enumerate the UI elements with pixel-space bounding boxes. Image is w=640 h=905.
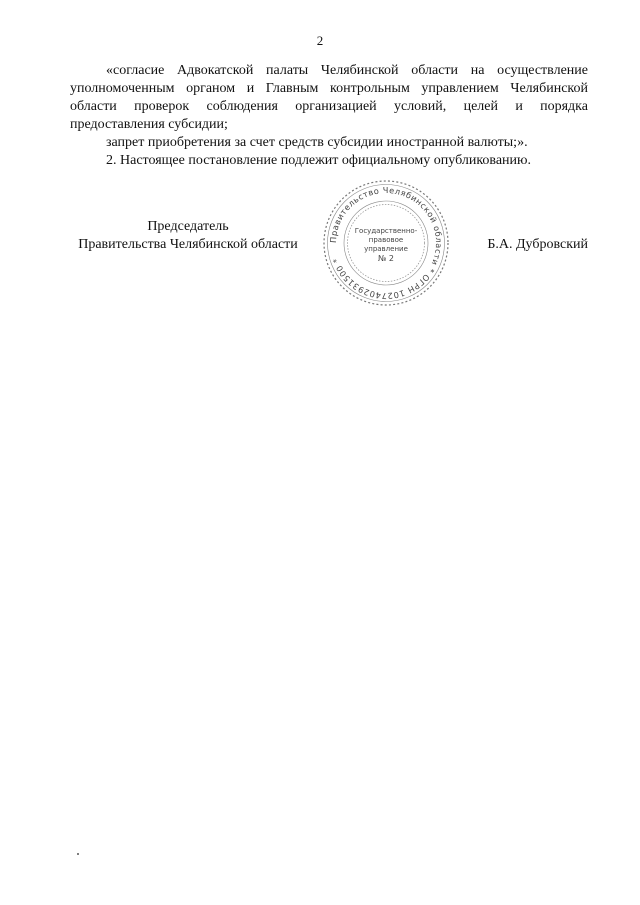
signature-block bbox=[70, 184, 588, 315]
signatory-title-line1: Председатель bbox=[147, 219, 229, 234]
paragraph-consent: «согласие Адвокатской палаты Челябинской области на осуществление уполномоченным органом и Главным контрольным управлением Челябинской области проверок соблюдения организацией условий, целей и порядка предоставления субсидии; bbox=[70, 63, 588, 132]
scan-speck bbox=[77, 853, 79, 855]
paragraph-publication: 2. Настоящее постановление подлежит официальному опубликованию. bbox=[106, 153, 531, 168]
page-number: 2 bbox=[316, 33, 324, 48]
seal-inner-line2: правовое bbox=[368, 236, 404, 244]
seal-inner-line4: № 2 bbox=[378, 254, 394, 263]
official-seal-stamp bbox=[320, 177, 452, 309]
paragraph-currency-ban: запрет приобретения за счет средств субсидии иностранной валюты;». bbox=[106, 135, 528, 150]
seal-outer-text: Правительство Челябинской области * ОГРН 1027402931500 * bbox=[327, 184, 445, 302]
signatory-title bbox=[70, 218, 306, 254]
signatory-name: Б.А. Дубровский bbox=[487, 237, 588, 252]
seal-inner-line1: Государственно- bbox=[354, 227, 418, 235]
document-body bbox=[70, 62, 588, 170]
seal-inner-line3: управление bbox=[364, 245, 408, 253]
signatory-title-line2: Правительства Челябинской области bbox=[78, 237, 298, 252]
